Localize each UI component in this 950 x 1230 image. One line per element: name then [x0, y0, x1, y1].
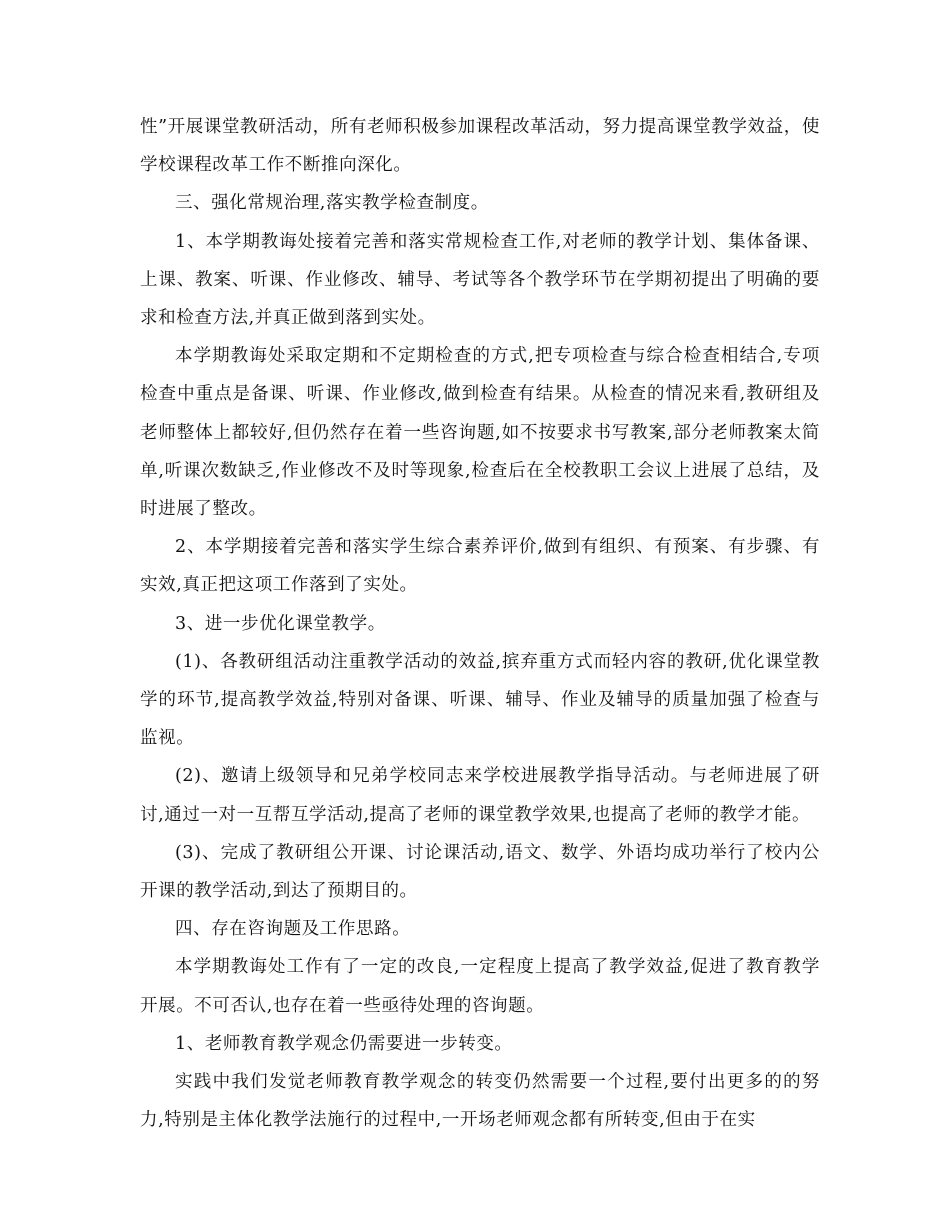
paragraph-11: 本学期教诲处工作有了一定的改良,一定程度上提高了教学效益,促进了教育教学开展。不可否认,也存在着一些亟待处理的咨询题。 — [140, 957, 820, 1016]
paragraph-2-heading: 三、强化常规治理,落实教学检查制度。 — [175, 193, 489, 214]
paragraph-1: 性”开展课堂教研活动，所有老师积极参加课程改革活动，努力提高课堂教学效益，使学校课程改革工作不断推向深化。 — [140, 117, 820, 176]
paragraph-8: (2)、邀请上级领导和兄弟学校同志来学校进展教学指导活动。与老师进展了研讨,通过一对一互帮互学活动,提高了老师的课堂教学效果,也提高了老师的教学才能。 — [140, 766, 820, 825]
document-body — [140, 108, 820, 1139]
paragraph-13: 实践中我们发觉老师教育教学观念的转变仍然需要一个过程,要付出更多的的努力,特别是主体化教学法施行的过程中,一开场老师观念都有所转变,但由于在实 — [140, 1072, 820, 1131]
paragraph-12: 1、老师教育教学观念仍需要进一步转变。 — [175, 1033, 513, 1054]
paragraph-10-heading: 四、存在咨询题及工作思路。 — [175, 919, 411, 940]
paragraph-3: 1、本学期教诲处接着完善和落实常规检查工作,对老师的教学计划、集体备课、上课、教案、听课、作业修改、辅导、考试等各个教学环节在学期初提出了明确的要求和检查方法,并真正做到落到实处。 — [140, 231, 820, 329]
paragraph-9: (3)、完成了教研组公开课、讨论课活动,语文、数学、外语均成功举行了校内公开课的教学活动,到达了预期目的。 — [140, 842, 820, 902]
paragraph-7: (1)、各教研组活动注重教学活动的效益,摈弃重方式而轻内容的教研,优化课堂教学的环节,提高教学效益,特别对备课、听课、辅导、作业及辅导的质量加强了检查与监视。 — [140, 651, 820, 749]
paragraph-6: 3、进一步优化课堂教学。 — [175, 613, 386, 634]
paragraph-5: 2、本学期接着完善和落实学生综合素养评价,做到有组织、有预案、有步骤、有实效,真正把这项工作落到了实处。 — [140, 537, 820, 596]
paragraph-4: 本学期教诲处采取定期和不定期检查的方式,把专项检查与综合检查相结合,专项检查中重点是备课、听课、作业修改,做到检查有结果。从检查的情况来看,教研组及老师整体上都较好,但仍然存在着一些咨询题,如不按要求书写教案,部分老师教案太简单,听课次数缺乏,作业修改不及时等现象,检查后在全校教职工会议上进展了总结，及时进展了整改。 — [140, 346, 820, 520]
